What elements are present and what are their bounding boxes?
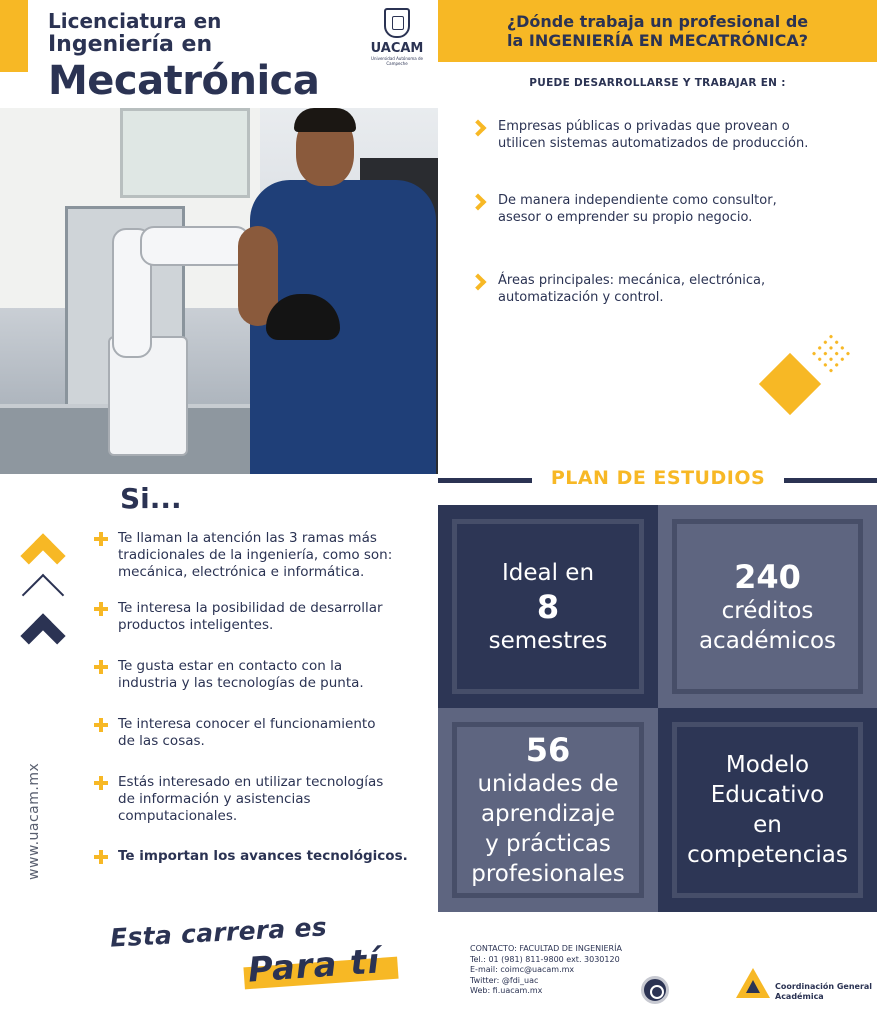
contact-email[interactable]: E-mail: coimc@uacam.mx xyxy=(470,965,575,974)
tagline xyxy=(110,912,410,1002)
cga-logo-icon xyxy=(736,968,770,1002)
si-item-line: tradicionales de la ingeniería, como son: xyxy=(118,547,393,563)
work-item xyxy=(470,272,860,306)
work-item xyxy=(470,192,860,226)
plan-cell-number: 56 xyxy=(525,731,571,769)
work-heading-line-1: ¿Dónde trabaja un profesional de xyxy=(506,12,809,31)
plan-cell-model xyxy=(658,708,877,912)
si-item-line: Estás interesado en utilizar tecnologías xyxy=(118,774,384,790)
page-title xyxy=(48,10,319,104)
fdi-logo-icon xyxy=(641,976,669,1004)
website-url: www.uacam.mx xyxy=(26,762,42,880)
tagline-part-1: Esta carrera es xyxy=(109,912,328,953)
title-line-1: Licenciatura en xyxy=(48,9,222,33)
chevron-up-icon xyxy=(20,533,65,578)
si-item-line: Te llaman la atención las 3 ramas más xyxy=(118,530,377,546)
plus-icon xyxy=(94,718,108,732)
si-item-line: industria y las tecnologías de punta. xyxy=(118,675,364,691)
si-item xyxy=(94,848,429,865)
title-accent-bar xyxy=(0,0,28,72)
si-heading: Si... xyxy=(120,482,182,515)
si-item-line: computacionales. xyxy=(118,808,238,824)
plan-divider-right xyxy=(784,478,877,483)
logo-tagline: Universidad Autónoma de Campeche xyxy=(371,56,423,66)
cga-line: Académica xyxy=(775,992,824,1001)
si-item xyxy=(94,658,429,692)
plus-icon xyxy=(94,532,108,546)
si-item-line: Te importan los avances tecnológicos. xyxy=(118,848,408,864)
si-item-line: de las cosas. xyxy=(118,733,205,749)
chevron-right-icon xyxy=(470,120,487,137)
si-item-line: productos inteligentes. xyxy=(118,617,274,633)
plan-cell-text: en xyxy=(753,812,782,838)
plan-cell-number: 240 xyxy=(734,557,801,596)
plan-cell-text: académicos xyxy=(698,627,837,654)
university-seal-icon xyxy=(384,8,410,38)
plan-cell-text: aprendizaje xyxy=(480,801,616,827)
si-list xyxy=(94,530,429,865)
plan-cell-text: Modelo xyxy=(725,752,810,778)
si-item-line: de información y asistencias xyxy=(118,791,311,807)
cga-line: Coordinación General xyxy=(775,982,873,991)
work-item xyxy=(470,118,860,152)
plus-icon xyxy=(94,660,108,674)
decorative-dots xyxy=(807,331,855,379)
robot-arm xyxy=(140,226,250,266)
chevron-up-icon xyxy=(20,613,65,658)
si-item xyxy=(94,600,429,634)
si-item xyxy=(94,530,429,581)
contact-block xyxy=(470,944,640,997)
si-item-line: Te gusta estar en contacto con la xyxy=(118,658,343,674)
plan-cell-semesters xyxy=(438,505,658,708)
plan-cell-units xyxy=(438,708,658,912)
chevron-right-icon xyxy=(470,194,487,211)
si-item xyxy=(94,774,429,825)
work-list xyxy=(470,118,860,306)
plan-cell-credits xyxy=(658,505,877,708)
si-item xyxy=(94,716,429,750)
work-item-line: Empresas públicas o privadas que provean o xyxy=(498,119,790,134)
plan-cell-text: créditos xyxy=(721,597,814,624)
plan-cell-text: y prácticas xyxy=(485,831,611,857)
student-robot-photo xyxy=(0,108,438,474)
work-subheading: PUEDE DESARROLLARSE Y TRABAJAR EN : xyxy=(529,77,786,89)
work-heading-line-2: la INGENIERÍA EN MECATRÓNICA? xyxy=(507,31,808,50)
logo-name: UACAM xyxy=(370,41,424,56)
work-item-line: utilicen sistemas automatizados de producción. xyxy=(498,136,809,151)
work-item-line: Áreas principales: mecánica, electrónica, xyxy=(498,273,766,288)
title-line-3: Mecatrónica xyxy=(48,58,320,104)
plus-icon xyxy=(94,776,108,790)
si-item-line: mecánica, electrónica e informática. xyxy=(118,564,365,580)
work-item-line: automatización y control. xyxy=(498,290,664,305)
plan-grid xyxy=(438,505,877,912)
decorative-diamond xyxy=(759,353,821,415)
contact-line: CONTACTO: FACULTAD DE INGENIERÍA xyxy=(470,944,622,953)
contact-phone: Tel.: 01 (981) 811-9800 ext. 3030120 xyxy=(470,954,620,964)
cga-text xyxy=(775,982,872,1002)
plan-title: PLAN DE ESTUDIOS xyxy=(550,467,766,489)
plan-cell-text: Educativo xyxy=(710,782,825,808)
plan-cell-text: competencias xyxy=(687,842,848,868)
si-item-line: Te interesa la posibilidad de desarrollar xyxy=(118,600,383,616)
chevron-stack xyxy=(18,536,68,646)
chevron-up-outline-icon xyxy=(22,574,64,616)
contact-web[interactable]: Web: fi.uacam.mx xyxy=(470,986,543,995)
si-item-line: Te interesa conocer el funcionamiento xyxy=(118,716,376,732)
plan-cell-number: 8 xyxy=(536,587,560,626)
work-heading-banner xyxy=(438,0,877,62)
uacam-logo xyxy=(366,8,428,68)
plan-cell-text: profesionales xyxy=(471,861,625,887)
plus-icon xyxy=(94,602,108,616)
plan-cell-text: semestres xyxy=(488,627,608,654)
photo-window xyxy=(120,108,250,198)
chevron-right-icon xyxy=(470,274,487,291)
person-hair xyxy=(294,108,356,132)
plan-cell-text: unidades de xyxy=(477,771,619,797)
work-item-line: asesor o emprender su propio negocio. xyxy=(498,210,753,225)
plan-cell-text: Ideal en xyxy=(501,559,595,586)
work-item-line: De manera independiente como consultor, xyxy=(498,193,777,208)
plan-divider-left xyxy=(438,478,532,483)
contact-twitter[interactable]: Twitter: @fdi_uac xyxy=(470,975,539,985)
plus-icon xyxy=(94,850,108,864)
tagline-part-2: Para tí xyxy=(246,941,382,991)
title-line-2: Ingeniería en xyxy=(48,32,213,57)
